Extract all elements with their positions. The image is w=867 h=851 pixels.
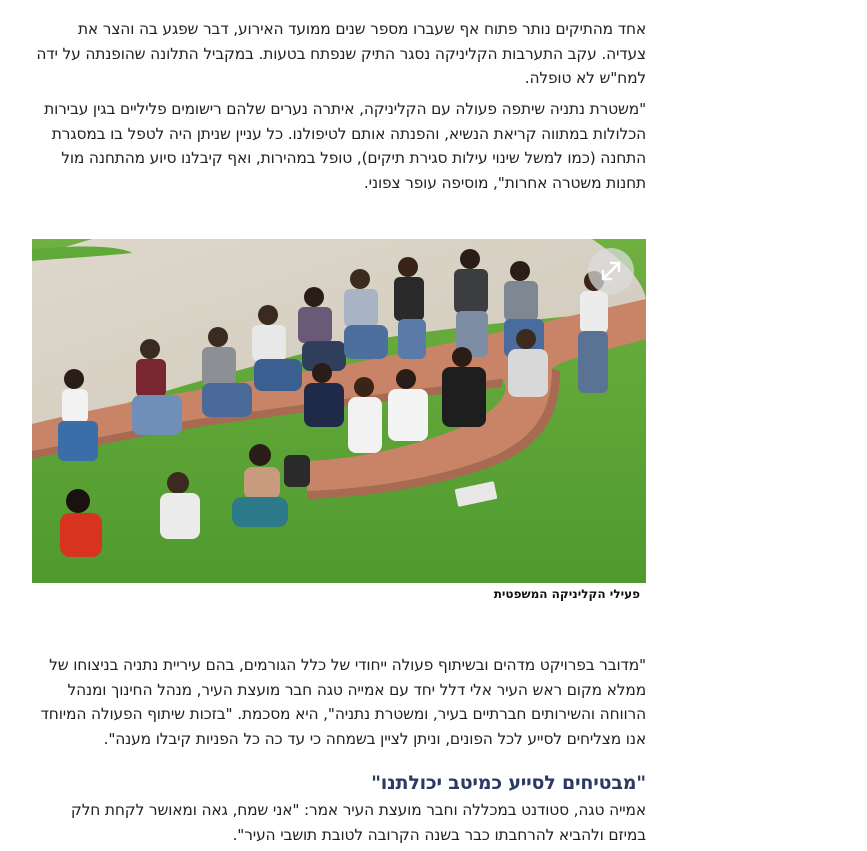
expand-arrows-icon (597, 257, 625, 285)
expand-photo-button[interactable] (588, 248, 634, 294)
article-photo[interactable] (32, 239, 646, 583)
article-paragraph: אמייה טגה, סטודנט במכללה וחבר מועצת העיר אמר: "אני שמח, גאה ומאושר לקחת חלק במיזם ולהביא להרחבתו כבר בשנה הקרובה לטובת תושבי העיר". (70, 801, 646, 844)
article-paragraph: אחד מהתיקים נותר פתוח אף שעברו מספר שנים ממועד האירוע, דבר שפגע בה והצר את צעדיה. עקב התערבות הקליניקה נסגר התיק שנפתח בטעות. במקביל התלונה שהופנתה על ידה למח"ש לא טופלה. (36, 20, 646, 87)
article-paragraph: "משטרת נתניה שיתפה פעולה עם הקליניקה, איתרה נערים שלהם רישומים פליליים בגין עבירות הכלולות במתווה קריאת הנשיא, והפנתה אותם לטיפולנו. כל עניין שניתן היה לטפל בו במסגרת התחנה (כמו למשל שינוי עילות סגירת תיקים), טופל במהירות, ואף קיבלנו סיוע מהתחנה מול תחנות משטרה אחרות", מוסיפה עופר צפוני. (44, 100, 646, 192)
photo-caption: פעילי הקליניקה המשפטית (493, 587, 640, 601)
article-paragraph: "מדובר בפרויקט מדהים ובשיתוף פעולה ייחודי של כלל הגורמים, בהם עיריית נתניה בניצוחו של ממלא מקום ראש העיר אלי דלל יחד עם אמייה טגה חבר מועצת העיר, מנהל החינוך ומנהל הרווחה והשירותים חברתיים בעיר, ומשטרת נתניה", היא מסכמת. "בזכות שיתוף הפעולה המיוחד אנו מצליחים לסייע לכל הפונים, וניתן לציין בשמחה כי עד כה כל הפניות קיבלו מענה". (40, 656, 646, 748)
photo-illustration (32, 239, 646, 583)
section-subheading: "מבטיחים לסייע כמיטב יכולתנו" (371, 772, 646, 794)
